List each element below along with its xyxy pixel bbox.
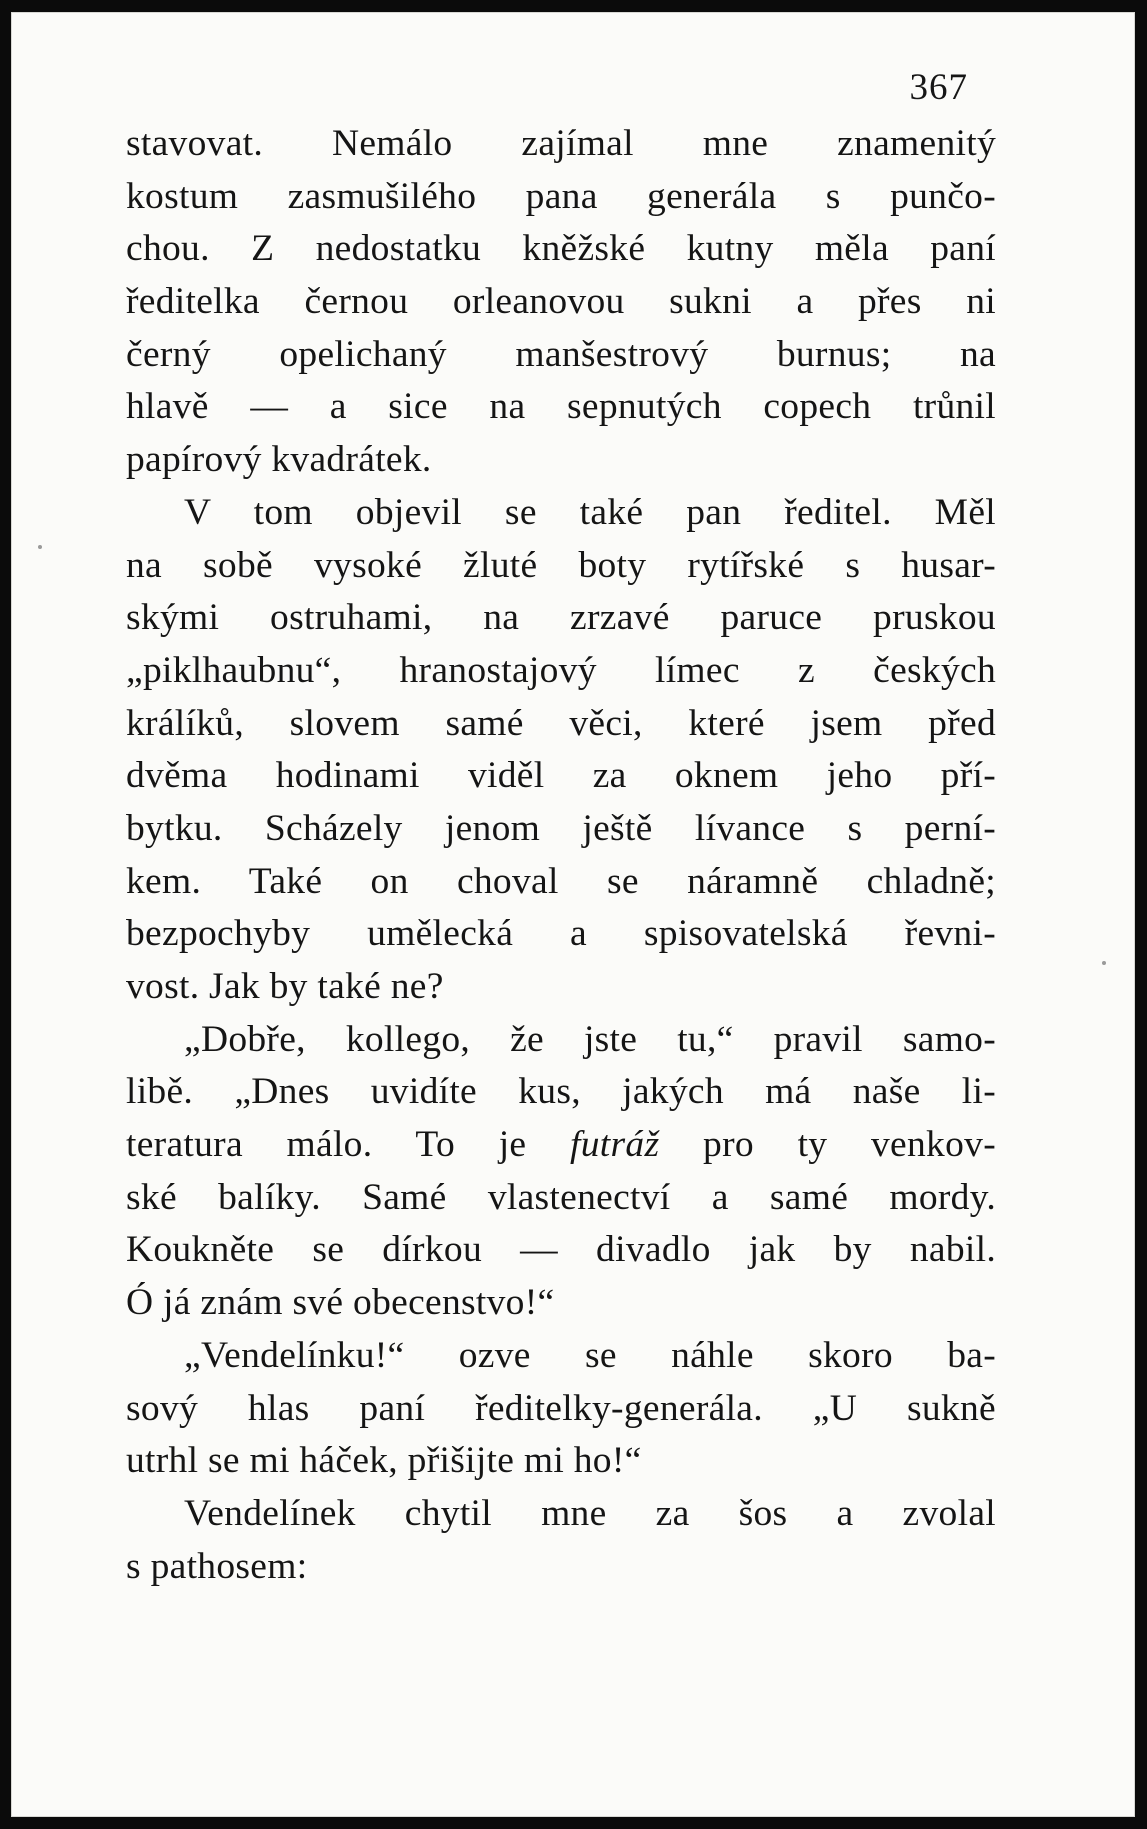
text-line: „piklhaubnu“, hranostajový límec z českých [126, 649, 996, 691]
scan-speck [38, 545, 42, 549]
text-line: vost. Jak by také ne? [126, 966, 444, 1007]
text-line: ředitelka černou orleanovou sukni a přes ni [126, 281, 996, 323]
text-line: kostum zasmušilého pana generála s punčo- [126, 175, 996, 217]
paragraph-start-line: „Dobře, kollego, že jste tu,“ pravil samo- [184, 1018, 996, 1060]
text-segment: pro ty venkov- [703, 1124, 996, 1166]
paragraph-start-line: Vendelínek chytil mne za šos a zvolal [184, 1492, 996, 1534]
text-line: Koukněte se dírkou — divadlo jak by nabil. [126, 1229, 996, 1271]
text-line: libě. „Dnes uvidíte kus, jakých má naše li- [126, 1071, 996, 1113]
text-line: bezpochyby umělecká a spisovatelská řevni- [126, 913, 996, 955]
paragraph-start-line: V tom objevil se také pan ředitel. Měl [184, 491, 996, 533]
text-line: dvěma hodinami viděl za oknem jeho pří- [126, 755, 996, 797]
paragraph-start-line: „Vendelínku!“ ozve se náhle skoro ba- [184, 1334, 996, 1376]
text-line: Ó já znám své obecenstvo!“ [126, 1282, 555, 1324]
body-text [126, 118, 996, 1593]
text-line: chou. Z nedostatku kněžské kutny měla paní [126, 228, 996, 270]
text-line: bytku. Scházely jenom ještě lívance s perní- [126, 807, 996, 849]
text-line: stavovat. Nemálo zajímal mne znamenitý [126, 123, 996, 164]
text-line-with-italic [126, 1119, 996, 1172]
text-line: hlavě — a sice na sepnutých copech trůnil [126, 386, 996, 428]
text-line: s pathosem: [126, 1545, 308, 1587]
text-line: kem. Také on choval se náramně chladně; [126, 860, 996, 902]
text-line: černý opelichaný manšestrový burnus; na [126, 333, 996, 375]
text-line: na sobě vysoké žluté boty rytířské s husar- [126, 544, 996, 586]
book-page [11, 12, 1135, 1817]
text-line: papírový kvadrátek. [126, 439, 432, 481]
text-segment: teratura málo. To je [126, 1124, 527, 1166]
text-line: králíků, slovem samé věci, které jsem před [126, 702, 996, 744]
italic-word: futráž [570, 1124, 660, 1166]
scan-speck [1102, 961, 1106, 965]
text-line: skými ostruhami, na zrzavé paruce pruskou [126, 597, 996, 639]
text-line: utrhl se mi háček, přišijte mi ho!“ [126, 1440, 642, 1482]
page-number: 367 [909, 67, 968, 108]
text-line: sový hlas paní ředitelky-generála. „U sukně [126, 1387, 996, 1429]
text-line: ské balíky. Samé vlastenectví a samé mordy. [126, 1176, 996, 1218]
